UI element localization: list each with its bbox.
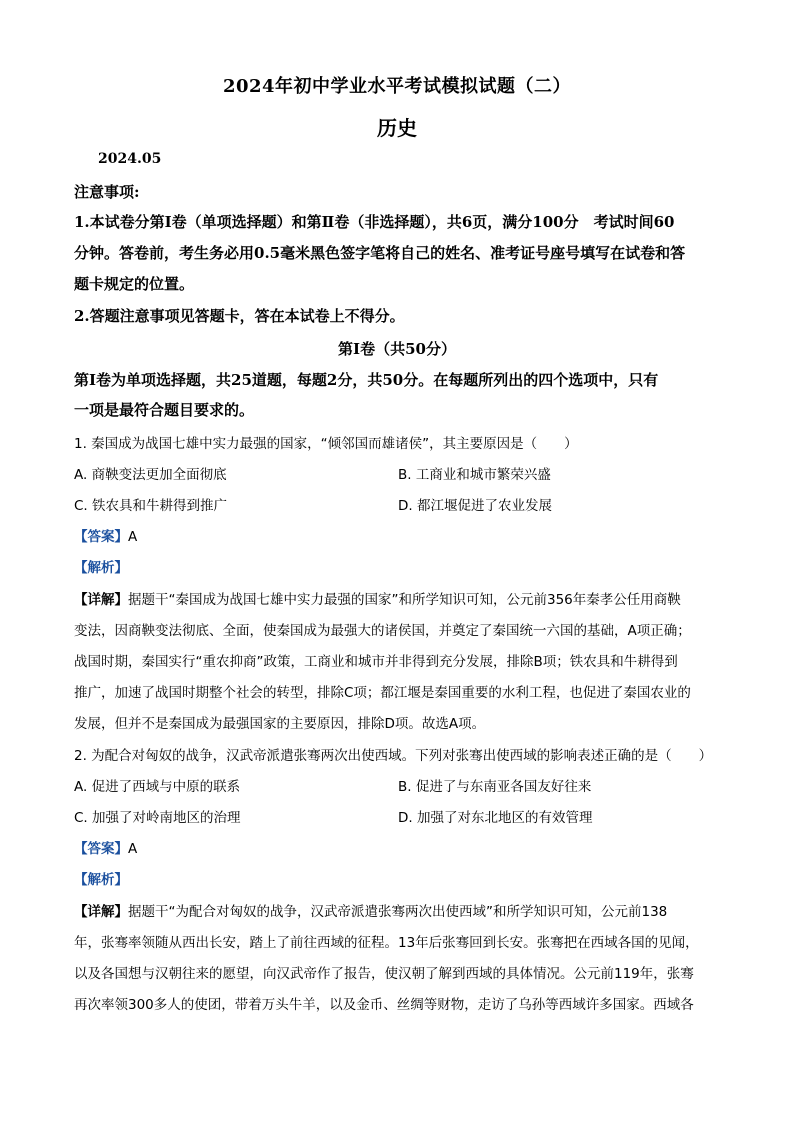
analysis-tag: 【解析】 <box>74 872 128 888</box>
q2-option-a: A. 促进了西域与中原的联系 <box>74 779 241 795</box>
q1-option-b: B. 工商业和城市繁荣兴盛 <box>398 467 551 483</box>
q1-stem: 1. 秦国成为战国七雄中实力最强的国家，“倾邻国而雄诸侯”，其主要原因是（ ） <box>74 436 578 452</box>
q2-analysis <box>74 868 730 888</box>
q2-detail-text-1: 据题干“为配合对匈奴的战争，汉武帝派遣张骞两次出使西域”和所学知识可知，公元前138 <box>128 904 668 920</box>
notes-line-2: 分钟。答卷前，考生务必用0.5毫米黑色签字笔将自己的姓名、准考证号座号填写在试卷和答 <box>74 244 686 262</box>
q1-detail-text-1: 据题干“秦国成为战国七雄中实力最强的国家”和所学知识可知，公元前356年秦孝公任用商鞅 <box>128 592 681 608</box>
q1-detail-3: 战国时期，秦国实行“重农抑商”政策，工商业和城市并非得到充分发展，排除B项；铁农具和牛耕得到 <box>74 654 678 670</box>
q2-detail-3: 以及各国想与汉朝往来的愿望，向汉武帝作了报告，使汉朝了解到西域的具体情况。公元前119年，张骞 <box>74 966 694 982</box>
q2-option-d: D. 加强了对东北地区的有效管理 <box>398 810 593 826</box>
q2-answer-value: A <box>128 841 138 857</box>
detail-tag: 【详解】 <box>74 904 128 920</box>
q2-answer <box>74 837 730 857</box>
section-desc-2: 一项是最符合题目要求的。 <box>74 401 255 419</box>
exam-date: 2024.05 <box>98 151 162 167</box>
detail-tag: 【详解】 <box>74 592 128 608</box>
notes-line-4: 2.答题注意事项见答题卡，答在本试卷上不得分。 <box>74 307 405 325</box>
section-desc-1: 第Ⅰ卷为单项选择题，共25道题，每题2分，共50分。在每题所列出的四个选项中，只有 <box>74 371 659 389</box>
q2-detail-4: 再次率领300多人的使团，带着万头牛羊，以及金币、丝绸等财物，走访了乌孙等西域许多国家。西域各 <box>74 997 694 1013</box>
q1-option-a: A. 商鞅变法更加全面彻底 <box>74 467 227 483</box>
analysis-tag: 【解析】 <box>74 560 128 576</box>
q1-analysis <box>74 556 730 576</box>
q1-detail-2: 变法，因商鞅变法彻底、全面，使秦国成为最强大的诸侯国，并奠定了秦国统一六国的基础，A项正确； <box>74 623 691 639</box>
notes-line-1: 1.本试卷分第Ⅰ卷（单项选择题）和第Ⅱ卷（非选择题），共6页，满分100分 考试时间60 <box>74 213 675 231</box>
q1-answer-value: A <box>128 529 138 545</box>
answer-tag: 【答案】 <box>74 529 128 545</box>
q1-answer <box>74 525 730 545</box>
exam-title: 2024年初中学业水平考试模拟试题（二） <box>222 76 572 97</box>
q1-detail-4: 推广，加速了战国时期整个社会的转型，排除C项；都江堰是秦国重要的水利工程，也促进了秦国农业的 <box>74 685 691 701</box>
q2-detail-1 <box>74 900 730 920</box>
q2-option-c: C. 加强了对岭南地区的治理 <box>74 810 241 826</box>
notes-line-3: 题卡规定的位置。 <box>74 275 195 293</box>
q2-option-b: B. 促进了与东南亚各国友好往来 <box>398 779 592 795</box>
q2-stem: 2. 为配合对匈奴的战争，汉武帝派遣张骞两次出使西域。下列对张骞出使西域的影响表述正确的是（ ） <box>74 748 713 764</box>
subject-title: 历史 <box>377 116 417 140</box>
q1-option-c: C. 铁农具和牛耕得到推广 <box>74 498 228 514</box>
q1-detail-1 <box>74 588 730 608</box>
q1-option-d: D. 都江堰促进了农业发展 <box>398 498 552 514</box>
notes-heading: 注意事项: <box>74 183 140 201</box>
q2-detail-2: 年，张骞率领随从西出长安，踏上了前往西域的征程。13年后张骞回到长安。张骞把在西域各国的见闻， <box>74 935 699 951</box>
q1-detail-5: 发展，但并不是秦国成为最强国家的主要原因，排除D项。故选A项。 <box>74 716 486 732</box>
answer-tag: 【答案】 <box>74 841 128 857</box>
section-title: 第Ⅰ卷（共50分） <box>338 340 456 358</box>
